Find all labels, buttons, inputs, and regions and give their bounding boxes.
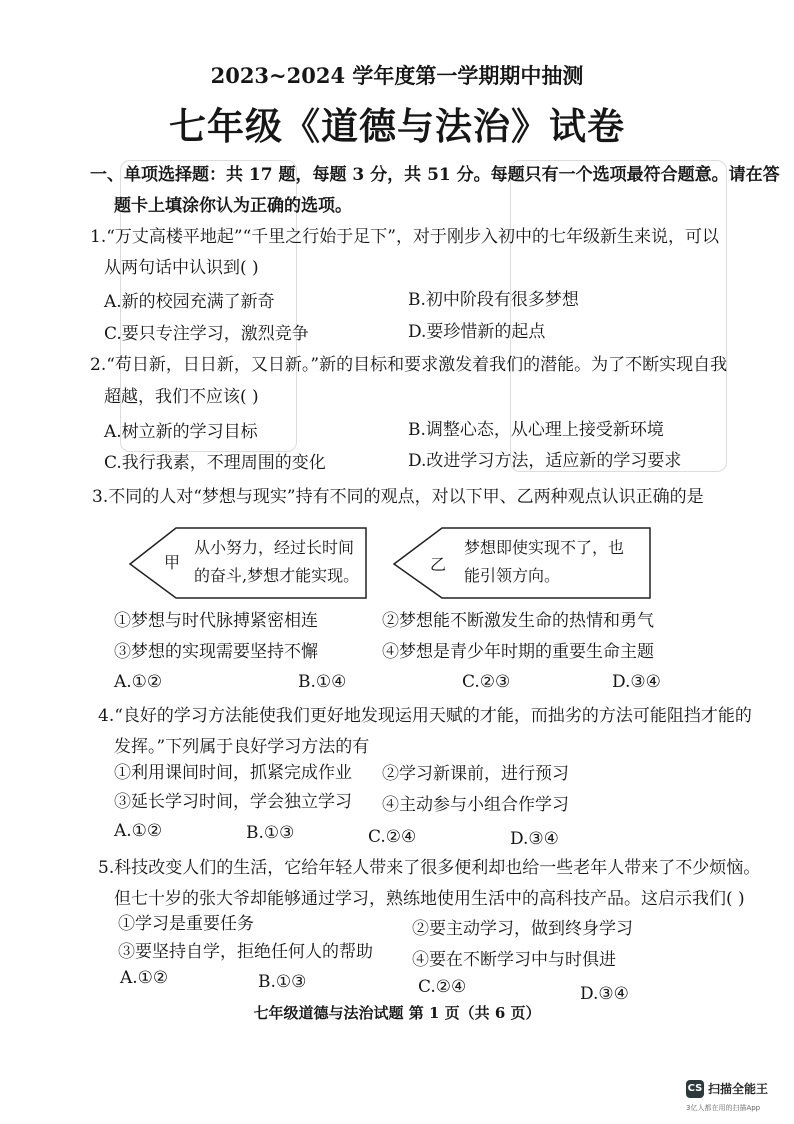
viewpoint-yi-text-line1: 梦想即使实现不了，也 [464, 538, 625, 557]
page-footer: 七年级道德与法治试题 第 1 页（共 6 页） [253, 1004, 541, 1022]
exam-subtitle: 2023~2024 学年度第一学期期中抽测 [210, 63, 584, 88]
q4-statement-3: ③延长学习时间，学会独立学习 [114, 792, 352, 812]
q1-option-a: A.新的校园充满了新奇 [104, 292, 275, 312]
q5-option-a: A.①② [120, 968, 169, 988]
q4-stem-line2: 发挥。”下列属于良好学习方法的有 [114, 737, 370, 757]
q1-stem-line1: 1.“万丈高楼平地起”“千里之行始于足下”，对于刚步入初中的七年级新生来说，可以 [90, 227, 719, 247]
q4-option-c: C.②④ [368, 827, 417, 847]
q5-statement-1: ①学习是重要任务 [118, 914, 254, 934]
q5-statement-3: ③要坚持自学，拒绝任何人的帮助 [118, 942, 373, 962]
q4-option-d: D.③④ [510, 829, 559, 849]
watermark-tagline: 3亿人都在用的扫描App [686, 1104, 761, 1112]
viewpoint-yi-label: 乙 [430, 555, 447, 574]
viewpoint-jia-label: 甲 [164, 553, 181, 572]
q4-option-b: B.①③ [246, 823, 295, 843]
q2-option-c: C.我行我素，不理周围的变化 [104, 453, 326, 473]
q3-option-d: D.③④ [612, 672, 661, 692]
q3-statement-2: ②梦想能不断激发生命的热情和勇气 [382, 611, 654, 631]
q3-option-a: A.①② [114, 672, 163, 692]
section-instruction-line2: 题卡上填涂你认为正确的选项。 [114, 196, 352, 216]
q4-stem-line1: 4.“良好的学习方法能使我们更好地发现运用天赋的才能，而拙劣的方法可能阻挡才能的 [98, 706, 752, 726]
q5-statement-2: ②要主动学习，做到终身学习 [412, 919, 633, 939]
q4-statement-1: ①利用课间时间，抓紧完成作业 [114, 763, 352, 783]
q1-option-d: D.要珍惜新的起点 [408, 322, 546, 342]
q2-stem-line2: 超越，我们不应该( ) [104, 387, 259, 407]
q3-statement-3: ③梦想的实现需要坚持不懈 [114, 642, 318, 662]
q4-statement-4: ④主动参与小组合作学习 [382, 795, 569, 815]
q5-statement-4: ④要在不断学习中与时俱进 [412, 950, 616, 970]
q3-statement-4: ④梦想是青少年时期的重要生命主题 [382, 642, 654, 662]
q5-stem-line1: 5.科技改变人们的生活，它给年轻人带来了很多便利却也给一些老年人带来了不少烦恼。 [98, 858, 761, 878]
q1-stem-line2: 从两句话中认识到( ) [104, 258, 259, 278]
q5-option-b: B.①③ [258, 972, 307, 992]
q5-stem-line2: 但七十岁的张大爷却能够通过学习，熟练地使用生活中的高科技产品。这启示我们( ) [114, 889, 745, 909]
q2-stem-line1: 2.“苟日新，日日新，又日新。”新的目标和要求激发着我们的潜能。为了不断实现自我 [90, 355, 728, 375]
viewpoint-jia-text-line2: 的奋斗,梦想才能实现。 [194, 566, 360, 585]
q5-option-c: C.②④ [418, 977, 467, 997]
q3-statement-1: ①梦想与时代脉搏紧密相连 [114, 611, 318, 631]
viewpoint-yi-box [392, 526, 652, 600]
watermark-name: 扫描全能王 [708, 1082, 769, 1096]
camscanner-logo-icon: CS [686, 1080, 704, 1098]
q3-stem: 3.不同的人对“梦想与现实”持有不同的观点，对以下甲、乙两种观点认识正确的是 [92, 487, 704, 507]
section-instruction-line1: 一、单项选择题：共 17 题，每题 3 分，共 51 分。每题只有一个选项最符合题意。请在答 [90, 165, 780, 185]
viewpoint-jia-box [128, 526, 368, 600]
q4-option-a: A.①② [114, 821, 163, 841]
q3-option-c: C.②③ [462, 672, 511, 692]
viewpoint-jia-text-line1: 从小努力，经过长时间 [194, 538, 355, 557]
exam-title: 七年级《道德与法治》试卷 [169, 104, 625, 148]
q5-option-d: D.③④ [580, 984, 629, 1004]
q2-option-a: A.树立新的学习目标 [104, 422, 258, 442]
q4-statement-2: ②学习新课前，进行预习 [382, 764, 569, 784]
q2-option-b: B.调整心态，从心理上接受新环境 [408, 420, 664, 440]
q1-option-c: C.要只专注学习，激烈竞争 [104, 324, 309, 344]
q2-option-d: D.改进学习方法，适应新的学习要求 [408, 451, 682, 471]
q1-option-b: B.初中阶段有很多梦想 [408, 290, 579, 310]
q3-option-b: B.①④ [298, 672, 347, 692]
viewpoint-yi-text-line2: 能引领方向。 [464, 566, 561, 585]
